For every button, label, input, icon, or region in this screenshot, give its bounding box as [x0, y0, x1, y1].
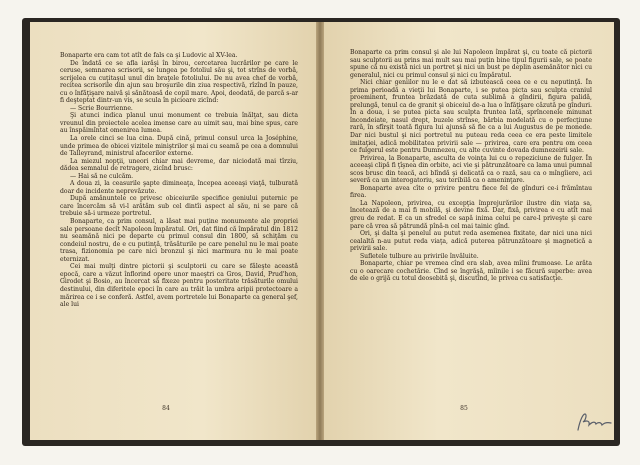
left-page-text: [60, 52, 298, 309]
page-number-right: 85: [460, 405, 468, 412]
paragraph: Bonaparte, chiar pe vremea cînd era slab, avea mîini frumoase. Le arăta cu o oarecare cochetărie. Cînd se îngrăşă, mîinile i se făcură superbe: avea de ele o grijă cu totul deosebită şi, discutînd, le privea cu satisfacţie.: [350, 260, 592, 283]
paragraph: — Scrie Bourrienne.: [70, 104, 133, 112]
paragraph: Şi atunci indica planul unui monument ce trebuia înălţat, sau dicta vreunul din proiectele acelea imense care au uimit sau, mai bine spus, care au înspăimîntat omenirea lumea.: [60, 112, 298, 135]
page-number-left: 84: [162, 405, 170, 412]
paragraph: Privirea, la Bonaparte, asculta de voinţa lui cu o repeziciune de fulger. În aceeaşi clipă fi ţîşnea din orbite, aci vie şi pătrunzătoare ca lama unui pumnal scos brusc din teacă, aci blîndă şi delicată ca o rază, sau ca o mîngîiere, aci severă ca un interogatoriu, sau teribilă ca o ameninţare.: [350, 154, 592, 185]
paragraph: Bonaparte, ca prim consul, a lăsat mai puţine monumente ale propriei sale persoane decît Napoleon împăratul. Ori, dat fiind că împăratul din 1812 nu seamănă nici pe departe cu primul consul din 1800, să schiţăm cu condeiul nostru, de e cu putinţă, trăsăturile pe care penelul nu le mai poate trasa, fizionomia pe care nici bronzul şi nici marmura nu le mai poate eternizat.: [60, 218, 298, 263]
paragraph: Bonaparte era cam tot atît de fals ca şi Ludovic al XV-lea.: [60, 52, 238, 59]
paragraph: După amănuntele ce privesc obiceiurile specifice geniului puternic pe care încercăm să vi-l arătăm sub cel dintîi aspect al său, ni se pare că trebuie să-i urmeze portretul.: [60, 195, 298, 218]
paragraph: La orele cinci se lua cina. După cină, primul consul urca la Joséphine, unde primea de obicei vizitele miniştrilor şi mai cu seamă pe cea a domnului de Talleyrand, ministrul afacerilor externe.: [60, 135, 298, 158]
paragraph: Bonaparte avea cîte o privire pentru fiece fel de gînduri ce-i frămîntau firea.: [350, 184, 592, 200]
right-page-text: [350, 49, 592, 283]
signature-icon: [575, 410, 615, 434]
paragraph: Sufletele tulbure au privirile învăluite.: [360, 252, 479, 260]
paragraph: — Hai să ne culcăm.: [70, 172, 134, 180]
open-book: [22, 18, 620, 446]
paragraph: Cei mai mulţi dintre pictorii şi sculptorii cu care se făleşte această epocă, care a văzut înflorind opere unor maeştri ca Gros, David, Prud'hon, Girodet şi Bosio, au încercat să fixeze pentru posteritate trăsăturile omului destinului, din diferitele epoci în care au trăit la umbra aripii protectoare a mărirea ce i se conferă. Astfel, avem portretele lui Bonaparte ca general şef, ale lui: [60, 263, 298, 309]
right-page: [322, 22, 614, 440]
paragraph: La Napoleon, privirea, cu excepţia împrejurărilor ilustre din viaţa sa, încetează de a mai fi mobilă, şi devine fixă. Dar, fixă, privirea e cu atît mai greu de redat. E ca un sfredel ce sapă inima celui pe care-l priveşte şi care pare că vrea să pătrundă pînă-n cel mai tainic gînd.: [350, 199, 592, 230]
paragraph: De îndată ce se afla iarăşi în birou, cercetarea lucrărilor pe care le ceruse, semnarea scrisorii, se lungea pe fotoliul său şi, tot strîns de vorbă, scrijelea cu cuţitaşul unul din braţele fotoliului. De nu avea chef de vorbă, recitea scrisorile din ajun sau broşurile din ziua respectivă, rîzînd în pauze, cu o înfăţişare naivă şi sănătoasă de copil mare. Apoi, deodată, de parcă s-ar fi deşteptat dintr-un vis, se scula în picioare zicînd:: [60, 59, 298, 105]
paragraph: A doua zi, la ceasurile şapte dimineaţa, începea aceeaşi viaţă, tulburată doar de incidente neprevăzute.: [60, 180, 298, 195]
left-page: [30, 22, 319, 440]
paragraph: Nici chiar geniilor nu le e dat să izbutească ceea ce e cu neputinţă. În prima perioadă a vieţii lui Bonaparte, i se putea picta sau sculpta craniul proeminent, fruntea brăzdată de cuta sublimă a gîndirii, figura palidă, prelungă, tenul ca de granit şi obiceiul de-a lua o înfăţişare căzută pe gînduri. În a doua, i se putea picta sau sculpta fruntea lată, sprîncenele minunat încondeiate, nasul drept, buzele strînse, bărbia modelată cu o perfecţiune rară, în sfîrşit toată figura lui ajunsă să fie ca a lui Augustus de pe monede. Dar nici bustul şi nici portretul nu puteau reda ceea ce era peste limitele imitaţiei, adică mobilitatea privirii sale — privirea, care era pentru om ceea ce fulgerul este pentru Dumnezeu, cu alte cuvinte dovada dumnezeirii sale.: [350, 79, 592, 155]
paragraph: Ori, şi dalta şi penelul au putut reda asemenea fixitate, dar nici una nici cealaltă n-au putut reda viaţa, adică puterea pătrunzătoare şi magnetică a privirii sale.: [350, 230, 592, 253]
paragraph: Bonaparte ca prim consul şi ale lui Napoleon împărat şi, cu toate că pictorii sau sculptorii au prins mai mult sau mai puţin bine tipul figurii sale, se poate spune că nu există nici un portret şi nici un bust pe deplin asemănător nici cu generalul, nici cu primul consul şi nici cu împăratul.: [350, 49, 592, 79]
book-gutter: [316, 22, 324, 440]
paragraph: La miezul nopţii, uneori chiar mai devreme, dar niciodată mai tîrziu, dădea semnalul de retragere, zicînd brusc:: [60, 157, 298, 173]
